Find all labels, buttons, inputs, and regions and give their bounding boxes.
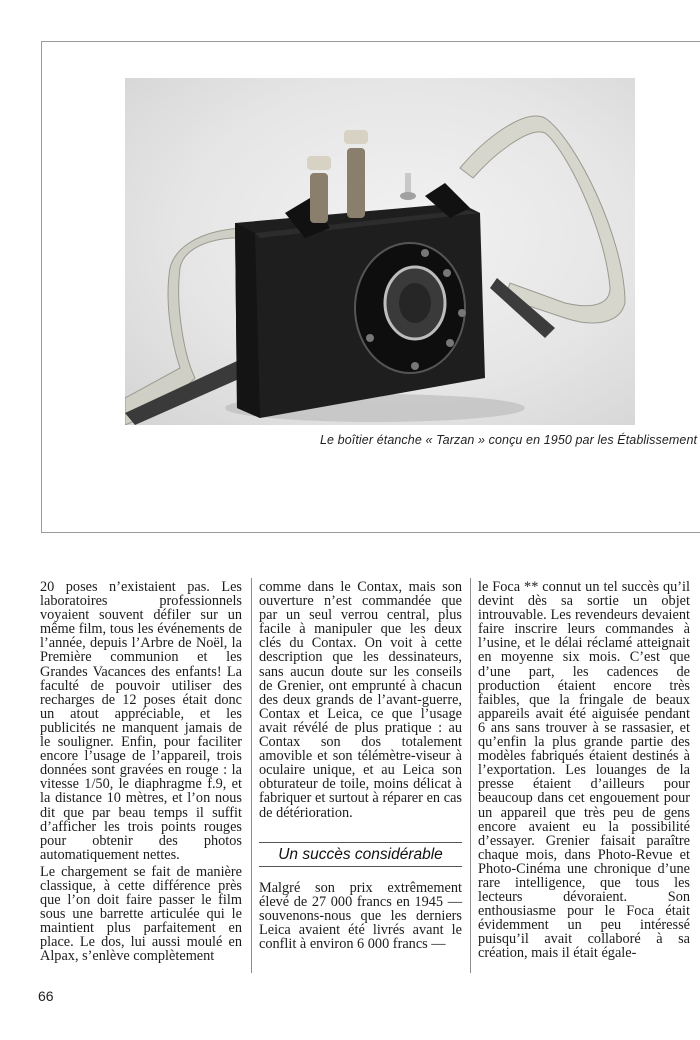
paragraph: 20 poses n’existaient pas. Les laboratoires professionnels voyaient souvent défiler sur un même film, tous les événements de l’année, depuis l’Arbre de Noël, la Première communion et les Grandes Vacances des enfants! La faculté de pouvoir utiliser des recharges de 12 poses était donc un atout appréciable, et les publicités ne manquent jamais de le souligner. Enfin, pour faciliter encore l’usage de l’appareil, trois données sont gravées en rouge : la vitesse 1/50, le diaphragme f.9, et la distance 10 mètres, et l’on nous dit que par beau temps il suffit d’afficher les trois points rouges pour obtenir des photos automatiquement nettes. xyxy=(40,579,242,863)
column-divider xyxy=(251,578,252,973)
camera-housing-photo xyxy=(125,78,635,425)
paragraph: le Foca ** connut un tel succès qu’il devint dès sa sortie un objet introuvable. Les revendeurs devaient faire inscrire leurs commandes à l’usine, et le délai réclamé atteignait en moyenne six mois. C’est que d’une part, les cadences de production étaient encore très faibles, que la fringale de beaux appareils avait été aiguisée pendant 6 ans sans trouver à se rassasier, et qu’enfin la plus grande partie des modèles fabriqués étaient destinés à l’exportation. Les louanges de la presse étaient d’ailleurs pour beaucoup dans cet engouement pour un appareil que très peu de gens encore avaient eu la possibilité d’essayer. Grenier faisait paraître chaque mois, dans Photo-Revue et Photo-Cinéma une chronique d’une rare intelligence, que tous les lecteurs dévoraient. Son enthousiasme pour le Foca était évidemment un peu intéressé puisqu’il avait collaboré à sa création, mais il était égale- xyxy=(478,579,690,962)
camera-illustration xyxy=(125,78,635,425)
article-column-1 xyxy=(40,580,242,964)
column-divider xyxy=(470,578,471,973)
article-column-2 xyxy=(259,580,462,951)
page-number: 66 xyxy=(38,988,54,1004)
figure-caption: Le boîtier étanche « Tarzan » conçu en 1950 par les Établissement xyxy=(320,433,698,447)
paragraph: comme dans le Contax, mais son ouverture n’est commandée que par un seul verrou central, plus facile à manipuler que les deux clés du Contax. On voit à cette description que les dessinateurs, sans aucun doute sur les conseils de Grenier, ont emprunté à chacun des deux grands de l’avant-guerre, Contax et Leica, ce que l’usage avait révélé de plus pratique : au Contax son dos totalement amovible et son télémètre-viseur à oculaire unique, et au Leica son obturateur de toile, moins délicat à fabriquer et surtout à réparer en cas de détérioration. xyxy=(259,579,462,821)
paragraph: Malgré son prix extrêmement élevé de 27 000 francs en 1945 — souvenons-nous que les derniers Leica avaient été livrés avant le conflit à environ 6 000 francs — xyxy=(259,879,462,953)
section-heading: Un succès considérable xyxy=(259,842,462,867)
article-column-3 xyxy=(478,580,690,961)
paragraph: Le chargement se fait de manière classique, à cette différence près que l’on doit faire passer le film sous une barrette articulée qui le maintient plus parfaitement en place. Le dos, lui aussi moulé en Alpax, s’enlève complètement xyxy=(40,863,242,965)
